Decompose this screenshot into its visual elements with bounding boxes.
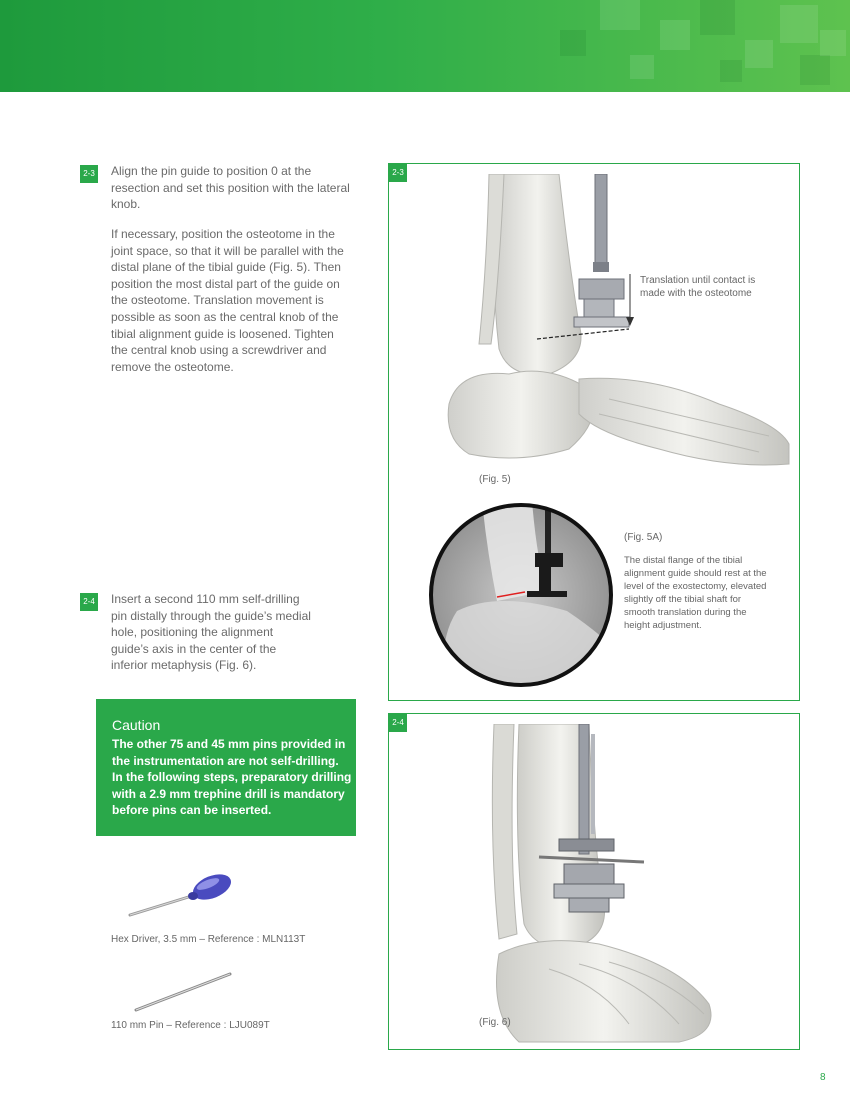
fig5-caption: (Fig. 5) [479,474,511,485]
step-2-4-text: Insert a second 110 mm self-drilling pin distally through the guide’s medial hole, positioning the alignment guide’s axis in the center of the inferior metaphysis (Fig. 6). [111,592,311,673]
translation-annotation: Translation until contact is made with the osteotome [640,275,756,300]
fig5a-caption: (Fig. 5A) [624,532,663,543]
hex-driver-label: Hex Driver, 3.5 mm – Reference : MLN113T [111,934,306,945]
fig5a-note: The distal flange of the tibial alignment guide should rest at the level of the exostectomy, elevated slightly off the tibial shaft for smooth translation during the height adjustment. [624,555,767,631]
fig6-ankle-illustration [479,724,769,1044]
caution-text: The other 75 and 45 mm pins provided in the instrumentation are not self-drilling. In the following steps, preparatory drilling with a 2.9 mm trephine drill is mandatory before pins can be inserted. [112,737,352,817]
fig5-ankle-illustration [429,174,799,474]
hex-driver-image [120,860,240,930]
fig5a-xray-image [427,501,615,689]
step-badge-2-3: 2-3 [80,165,98,183]
caution-title: Caution [112,717,161,733]
pin-label: 110 mm Pin – Reference : LJU089T [111,1020,270,1031]
step-2-3-text: Align the pin guide to position 0 at the resection and set this position with the lateral knob. [111,164,350,212]
figure-badge-2-3: 2-3 [389,164,407,182]
step-2-3-detail: If necessary, position the osteotome in the joint space, so that it will be parallel with the distal plane of the tibial guide (Fig. 5). Then position the most distal part of the guide on the osteotome. Translation movement is possible as soon as the central knob of the tibial alignment guide is loosened. Tighten the central knob using a screwdriver and remove the osteotome. [111,227,344,374]
pin-image [130,968,240,1018]
page-number: 8 [820,1072,826,1083]
figure-box-2-4 [388,713,800,1050]
figure-box-2-3 [388,163,800,701]
header-band [0,0,850,92]
figure-badge-2-4: 2-4 [389,714,407,732]
fig6-caption: (Fig. 6) [479,1017,511,1028]
caution-box [96,699,356,836]
step-badge-2-4: 2-4 [80,593,98,611]
